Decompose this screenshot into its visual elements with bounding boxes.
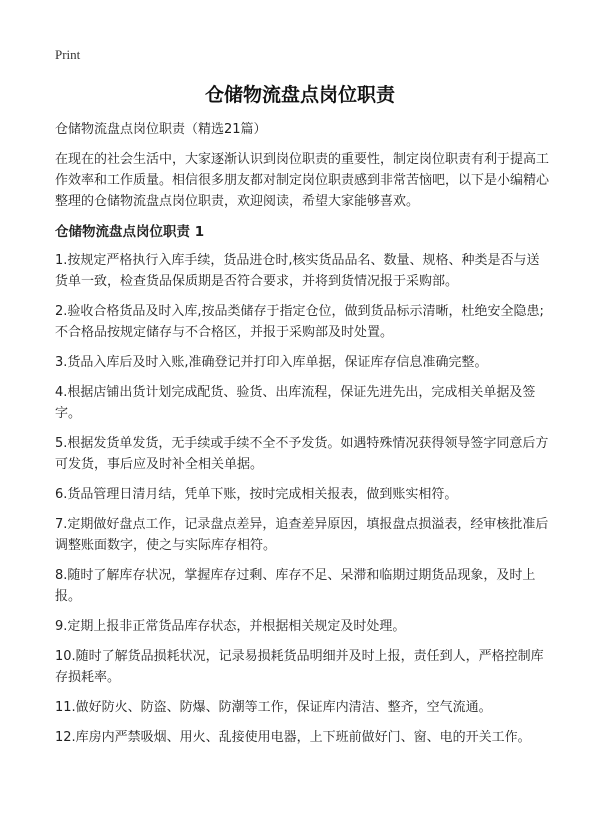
duty-item-11: 11.做好防火、防盗、防爆、防潮等工作，保证库内清洁、整齐，空气流通。 xyxy=(55,700,492,715)
document-subtitle: 仓储物流盘点岗位职责（精选21篇） xyxy=(55,122,267,137)
duty-item-12: 12.库房内严禁吸烟、用火、乱接使用电器，上下班前做好门、窗、电的开关工作。 xyxy=(55,730,531,745)
print-label: Print xyxy=(55,47,81,62)
section-heading: 仓储物流盘点岗位职责 1 xyxy=(55,224,205,240)
document-body xyxy=(55,119,550,757)
duty-item-10: 10.随时了解货品损耗状况，记录易损耗货品明细并及时上报，责任到人，严格控制库存损耗率。 xyxy=(55,649,544,685)
duty-list xyxy=(55,250,550,748)
page-title: 仓储物流盘点岗位职责 xyxy=(204,84,395,106)
duty-item-2: 2.验收合格货品及时入库,按品类储存于指定仓位，做到货品标示清晰，杜绝安全隐患;不合格品按规定储存与不合格区，并报于采购部及时处置。 xyxy=(55,304,544,340)
duty-item-8: 8.随时了解库存状况，掌握库存过剩、库存不足、呆滞和临期过期货品现象，及时上报。 xyxy=(55,568,536,604)
duty-item-1: 1.按规定严格执行入库手续，货品进仓时,核实货品品名、数量、规格、种类是否与送货单一致，检查货品保质期是否符合要求，并将到货情况报于采购部。 xyxy=(55,253,540,289)
intro-paragraph: 在现在的社会生活中，大家逐渐认识到岗位职责的重要性，制定岗位职责有利于提高工作效率和工作质量。相信很多朋友都对制定岗位职责感到非常苦恼吧，以下是小编精心整理的仓储物流盘点岗位职责，欢迎阅读，希望大家能够喜欢。 xyxy=(55,152,550,209)
duty-item-4: 4.根据店铺出货计划完成配货、验货、出库流程，保证先进先出，完成相关单据及签字。 xyxy=(55,385,536,421)
duty-item-3: 3.货品入库后及时入账,准确登记并打印入库单据，保证库存信息准确完整。 xyxy=(55,355,488,370)
duty-item-5: 5.根据发货单发货，无手续或手续不全不予发货。如遇特殊情况获得领导签字同意后方可发货，事后应及时补全相关单据。 xyxy=(55,436,549,472)
duty-item-7: 7.定期做好盘点工作，记录盘点差异，追查差异原因，填报盘点损溢表，经审核批准后调整账面数字，使之与实际库存相符。 xyxy=(55,517,549,553)
duty-item-6: 6.货品管理日清月结，凭单下账，按时完成相关报表，做到账实相符。 xyxy=(55,487,458,502)
duty-item-9: 9.定期上报非正常货品库存状态，并根据相关规定及时处理。 xyxy=(55,619,406,634)
